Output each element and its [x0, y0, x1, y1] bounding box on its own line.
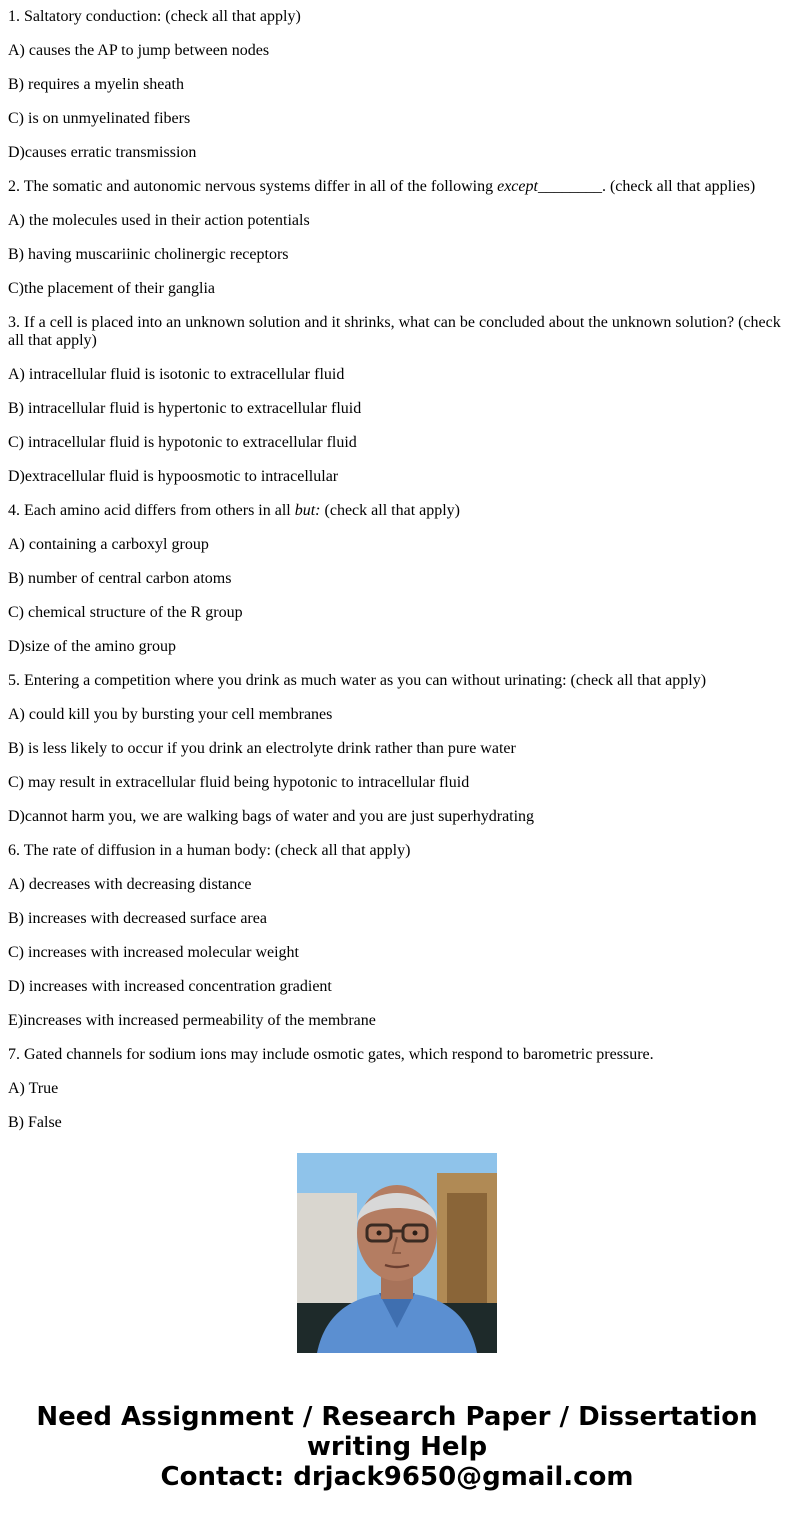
answer-option: C) increases with increased molecular weight: [8, 944, 299, 961]
question-stem: 1. Saltatory conduction: (check all that apply): [8, 8, 301, 25]
answer-option: B) increases with decreased surface area: [8, 910, 267, 927]
promo-contact: Contact: drjack9650@gmail.com: [160, 1462, 634, 1492]
answer-option: D)extracellular fluid is hypoosmotic to intracellular: [8, 468, 339, 485]
avatar: [297, 1153, 497, 1353]
answer-option: E)increases with increased permeability of the membrane: [8, 1012, 376, 1029]
question-stem: 3. If a cell is placed into an unknown solution and it shrinks, what can be concluded about the unknown solution? (check all that apply): [8, 314, 781, 349]
promo-headline: Need Assignment / Research Paper / Dissertation writing Help: [36, 1402, 758, 1462]
answer-option: A) True: [8, 1080, 59, 1097]
question-stem: 2. The somatic and autonomic nervous systems differ in all of the following except________. (check all that applies): [8, 178, 756, 195]
answer-option: B) is less likely to occur if you drink an electrolyte drink rather than pure water: [8, 740, 516, 757]
promo-banner: [0, 1402, 794, 1492]
answer-option: D)size of the amino group: [8, 638, 176, 655]
question-stem: 5. Entering a competition where you drink as much water as you can without urinating: (check all that apply): [8, 672, 707, 689]
answer-option: A) could kill you by bursting your cell membranes: [8, 706, 333, 723]
answer-option: B) requires a myelin sheath: [8, 76, 184, 93]
person-portrait-icon: [297, 1153, 497, 1353]
answer-option: A) causes the AP to jump between nodes: [8, 42, 270, 59]
answer-option: B) False: [8, 1114, 62, 1131]
answer-option: A) the molecules used in their action potentials: [8, 212, 310, 229]
answer-option: C) intracellular fluid is hypotonic to extracellular fluid: [8, 434, 357, 451]
answer-option: B) intracellular fluid is hypertonic to extracellular fluid: [8, 400, 362, 417]
question-stem: 7. Gated channels for sodium ions may include osmotic gates, which respond to barometric pressure.: [8, 1046, 654, 1063]
answer-option: C) chemical structure of the R group: [8, 604, 243, 621]
answer-option: A) intracellular fluid is isotonic to extracellular fluid: [8, 366, 345, 383]
question-stem: 4. Each amino acid differs from others in all but: (check all that apply): [8, 502, 461, 519]
answer-option: B) having muscariinic cholinergic receptors: [8, 246, 289, 263]
answer-option: C) may result in extracellular fluid being hypotonic to intracellular fluid: [8, 774, 470, 791]
answer-option: C) is on unmyelinated fibers: [8, 110, 191, 127]
answer-option: D)cannot harm you, we are walking bags of water and you are just superhydrating: [8, 808, 535, 825]
answer-option: B) number of central carbon atoms: [8, 570, 232, 587]
answer-option: C)the placement of their ganglia: [8, 280, 216, 297]
answer-option: D) increases with increased concentration gradient: [8, 978, 332, 995]
emphasis: except: [497, 178, 538, 195]
emphasis: but:: [294, 502, 321, 519]
question-stem: 6. The rate of diffusion in a human body: (check all that apply): [8, 842, 411, 859]
answer-option: A) containing a carboxyl group: [8, 536, 209, 553]
answer-option: A) decreases with decreasing distance: [8, 876, 252, 893]
answer-option: D)causes erratic transmission: [8, 144, 197, 161]
